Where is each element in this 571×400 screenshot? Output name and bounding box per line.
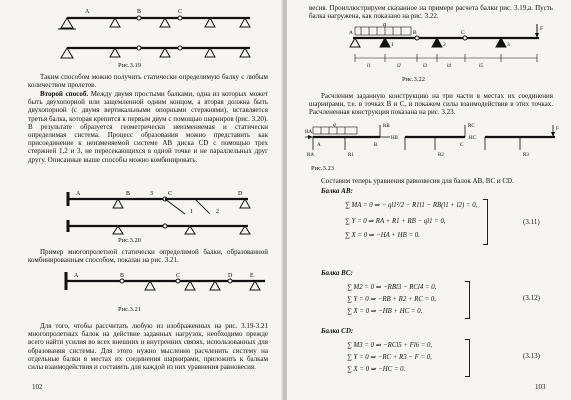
eq-3-11-number: (3.11) [523,218,540,226]
fig23-label-ra: RA [307,153,314,158]
eq-3-13-line-1: ∑ M3 = 0 ⇒ −RCl5 + Fl6 = 0, [347,342,433,349]
paragraph-2 [28,90,268,164]
figure-3-21 [60,268,270,308]
fig22-label-c: C [461,30,465,36]
fig20-label-3: 3 [150,191,153,197]
fig20-label-1: 1 [190,209,193,215]
eq-3-11-line-3: ∑ X = 0 ⇒ −HA + HB = 0. [345,232,420,239]
fig21-label-b: B [120,273,125,279]
fig20-label-c: C [168,191,173,197]
fig22-label-b: B [413,30,417,36]
fig23-label-hc: HC [469,136,476,141]
fig22-label-l5: l5 [479,64,483,69]
beam-bc-heading: Балка BC: [321,269,353,277]
fig22-label-q: q [383,22,386,28]
fig23-label-ha: HA [305,130,313,135]
fig22-caption: Рис.3.22 [402,76,425,83]
left-page [0,0,283,400]
fig21-caption: Рис.3.21 [118,306,141,313]
fig22-label-a: A [349,30,353,36]
paragraph-4: Для того, чтобы рассчитать любую из изображенных на рис. 3.19-3.21 многопролетных балок на действие заданных нагрузок, необходимо прежде всего найти усилия во всех внешних и внутренних связях, использованных для образования системы. Для этого нужно мысленно расчленить систему на отдельные балки в местах их соединения шарнирами, приложить к балкам силы взаимодействия и составить для каждой из них уравнения равновесия. [28,322,268,372]
eq-3-12-line-3: ∑ X = 0 ⇒ −HB + HC = 0. [347,308,423,315]
fig19-label-c: C [178,9,183,15]
figure-3-19 [55,4,265,64]
fig23-caption: Рис.3.23 [311,165,334,172]
fig19-caption: Рис.3.19 [118,62,141,69]
fig22-label-l3: l3 [423,64,427,69]
fig22-label-2: 2 [443,42,446,48]
fig20-label-b: B [126,191,131,197]
fig23-label-b: B [374,143,378,148]
fig23-label-f: F [556,127,559,132]
eq-3-11-line-2: ∑ Y = 0 ⇒ RA + R1 + RB − ql1 = 0, [345,218,446,225]
eq-3-12-number: (3.12) [523,294,540,302]
eq-3-11-line-1: ∑ MA = 0 ⇒ − ql1²/2 − R1l1 − RB(l1 + l2) = 0, [345,202,478,209]
fig22-label-3: 3 [507,42,510,48]
fig23-label-r2: R2 [438,153,444,158]
page-number-right: 103 [535,383,546,391]
fig20-label-d: D [238,191,243,197]
fig20-label-a: A [76,191,81,197]
fig19-label-a: A [85,9,90,15]
fig22-label-1: 1 [391,42,394,48]
fig21-label-c: C [176,273,181,279]
fig23-label-a: A [317,143,321,148]
fig23-label-r3: R3 [523,153,529,158]
fig20-label-2: 2 [216,209,219,215]
fig23-label-rb: RB [383,124,390,129]
fig23-label-rc: RC [468,124,475,129]
fig19-label-b: B [137,9,142,15]
eq-3-12-line-2: ∑ Y = 0 ⇒ −RB + R2 + RC = 0, [347,296,436,303]
eq-3-13-line-3: ∑ X = 0 ⇒ −HC = 0. [347,366,406,373]
fig22-label-f: F [540,26,544,32]
eq-3-13-line-2: ∑ Y = 0 ⇒ −RC + R3 − F = 0, [347,354,432,361]
second-method-lead: Второй способ. [40,90,89,98]
fig20-caption: Рис.3.20 [118,237,141,244]
figure-3-23 [305,122,565,162]
beam-cd-heading: Балка CD: [321,327,354,335]
figure-3-22 [349,22,549,74]
right-page [287,0,571,400]
right-paragraph-1: весия. Проиллюстрируем сказанное на примере расчета балки рис. 3.19,а. Пусть балка нагружена, как показано на рис. 3.22. [309,4,553,21]
fig22-label-l2: l2 [397,64,401,69]
beam-ab-heading: Балка AB: [321,187,353,195]
fig23-label-hb: HB [391,136,398,141]
eq-3-12-line-1: ∑ M2 = 0 ⇒ −RBl3 − RCl4 = 0, [347,284,437,291]
fig23-label-q: q [333,122,336,128]
fig21-label-e: E [250,273,254,279]
fig22-label-l1: l1 [367,64,371,69]
fig23-label-r1: R1 [348,153,354,158]
figure-3-20 [60,188,260,236]
paragraph-2-body: Между двумя простыми балками, одна из которых может быть двухопорной или защемленной одним концом, а вторая должна быть двухопорной (с двумя вертикальными опорными стержнями), вставляется третья балка, которая крепится к первым двум с помощью шарниров (рис. 3.20). В результате образуется геометрически неизменяемая и статически определимая система. Процесс образования можно представить как присоединение к неизменяемой системе AB диска CD с помощью трех стержней 1,2 и 3, не пересекающихся в одной точке и не параллельных друг другу. Описанные выше способы можно комбинировать. [28,90,268,164]
page-number-left: 102 [32,383,43,391]
fig21-label-d: D [228,273,233,279]
paragraph-3: Пример многопролетной статически определимой балки, образованной комбинированным способом, показан на рис. 3.21. [28,248,268,265]
eq-3-13-number: (3.13) [523,352,540,360]
fig22-label-l4: l4 [447,64,451,69]
fig23-label-c: C [460,143,464,148]
right-paragraph-2: Расчленим заданную конструкцию на три части в местах их соединения шарнирами, т.е. в точках B и C, и покажем силы взаимодействия в этих точках. Расчлененная конструкция показана на рис. 3.23. [309,92,553,117]
right-paragraph-3: Составим теперь уравнения равновесия для балок AB, BC и CD. [321,177,514,185]
fig21-label-a: A [74,273,79,279]
paragraph-1: Таким способом можно получить статически определимую балку с любым количеством пролетов. [28,73,268,90]
